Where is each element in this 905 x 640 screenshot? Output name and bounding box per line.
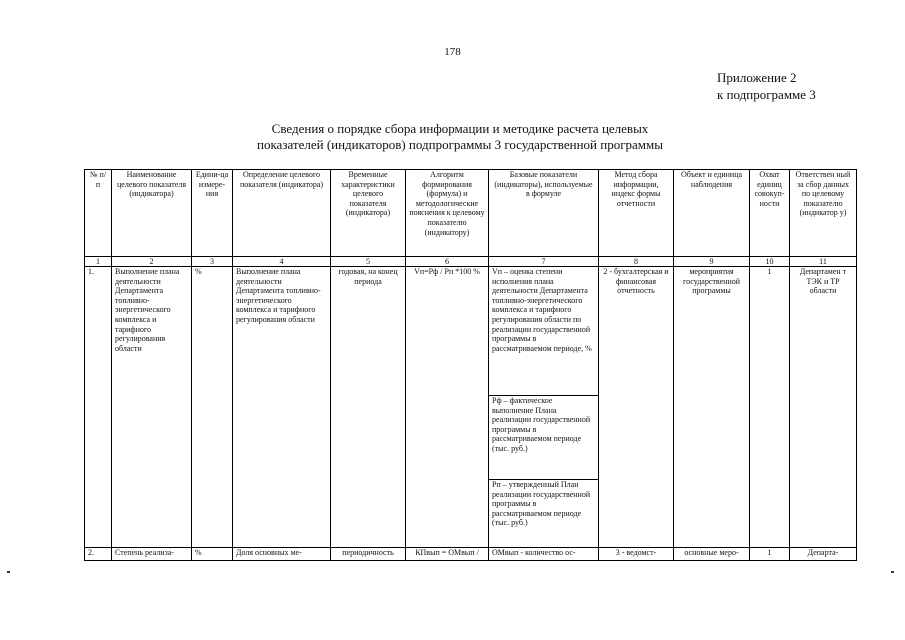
indicators-table: [84, 169, 857, 561]
responsible: Департа-: [790, 548, 857, 561]
base-indicator-pp: Pп – утвержденный План реализации государственной программы в рассматриваемом периоде (тыс. руб.): [489, 479, 598, 528]
indicator-name: Выполнение плана деятельности Департамента топливно-энергетического комплекса и тарифного регулирования области: [112, 267, 192, 548]
unit: %: [192, 548, 233, 561]
header-cell: Наименование целевого показателя (индикатора): [112, 170, 192, 257]
header-cell: Метод сбора информации, индекс формы отчетности: [599, 170, 674, 257]
column-number: 6: [406, 257, 489, 267]
row-number: 1.: [85, 267, 112, 548]
collection-method: 3 - ведомст-: [599, 548, 674, 561]
column-number: 2: [112, 257, 192, 267]
time-characteristics: годовая, на конец периода: [331, 267, 406, 548]
header-cell: Временные характеристики целевого показателя (индикатора): [331, 170, 406, 257]
column-number-row: [85, 257, 857, 267]
scan-mark-left: [7, 571, 10, 573]
header-cell: Едини-ца измере-ния: [192, 170, 233, 257]
header-cell: Определение целевого показателя (индикатора): [233, 170, 331, 257]
title-line-2: показателей (индикаторов) подпрограммы 3 государственной программы: [256, 137, 663, 152]
observation-object: мероприятия государственной программы: [674, 267, 750, 548]
indicator-definition: Выполнение плана деятельности Департамента топливно-энергетического комплекса и тарифного регулирования области: [233, 267, 331, 548]
indicator-name: Степень реализа-: [112, 548, 192, 561]
row-number: 2.: [85, 548, 112, 561]
header-cell: № п/п: [85, 170, 112, 257]
coverage: 1: [750, 548, 790, 561]
document-title: [200, 121, 720, 153]
appendix-line-1: Приложение 2: [717, 70, 797, 85]
formula: Vп=Pф / Pп *100 %: [406, 267, 489, 548]
observation-object: основные меро-: [674, 548, 750, 561]
table-header-row: [85, 170, 857, 257]
indicator-definition: Доля основных ме-: [233, 548, 331, 561]
column-number: 8: [599, 257, 674, 267]
time-characteristics: периодичность: [331, 548, 406, 561]
table-row: [85, 267, 857, 548]
base-indicators: [489, 267, 599, 548]
coverage: 1: [750, 267, 790, 548]
scan-mark-right: [891, 571, 894, 573]
page-number: 178: [444, 46, 461, 58]
column-number: 4: [233, 257, 331, 267]
header-cell: Базовые показатели (индикаторы), используемые в формуле: [489, 170, 599, 257]
header-cell: Алгоритм формирования (формула) и методологические пояснения к целевому показателю (индикатору): [406, 170, 489, 257]
table-row: [85, 548, 857, 561]
column-number: 3: [192, 257, 233, 267]
responsible: Департамен т ТЭК и ТР области: [790, 267, 857, 548]
base-indicator-pf: Pф – фактическое выполнение Плана реализации государственной программы в рассматриваемом периоде (тыс. руб.): [489, 395, 598, 479]
column-number: 11: [790, 257, 857, 267]
formula: КПвып = ОМвып /: [406, 548, 489, 561]
base-indicator-vp: Vп – оценка степени исполнения плана деятельности Департамента топливно-энергетического комплекса и тарифного регулирования области по реализации государственной программы в рассматриваемом периоде, %: [492, 267, 592, 353]
column-number: 9: [674, 257, 750, 267]
appendix-line-2: к подпрограмме 3: [717, 87, 816, 102]
column-number: 10: [750, 257, 790, 267]
title-line-1: Сведения о порядке сбора информации и методике расчета целевых: [271, 121, 649, 136]
column-number: 1: [85, 257, 112, 267]
appendix-caption: [717, 69, 816, 103]
collection-method: 2 - бухгалтерская и финансовая отчетность: [599, 267, 674, 548]
column-number: 5: [331, 257, 406, 267]
header-cell: Охват единиц совокуп-ности: [750, 170, 790, 257]
base-indicators: ОМвып - количество ос-: [489, 548, 599, 561]
header-cell: Объект и единица наблюдения: [674, 170, 750, 257]
column-number: 7: [489, 257, 599, 267]
unit: %: [192, 267, 233, 548]
header-cell: Ответствен ный за сбор данных по целевому показателю (индикатор у): [790, 170, 857, 257]
